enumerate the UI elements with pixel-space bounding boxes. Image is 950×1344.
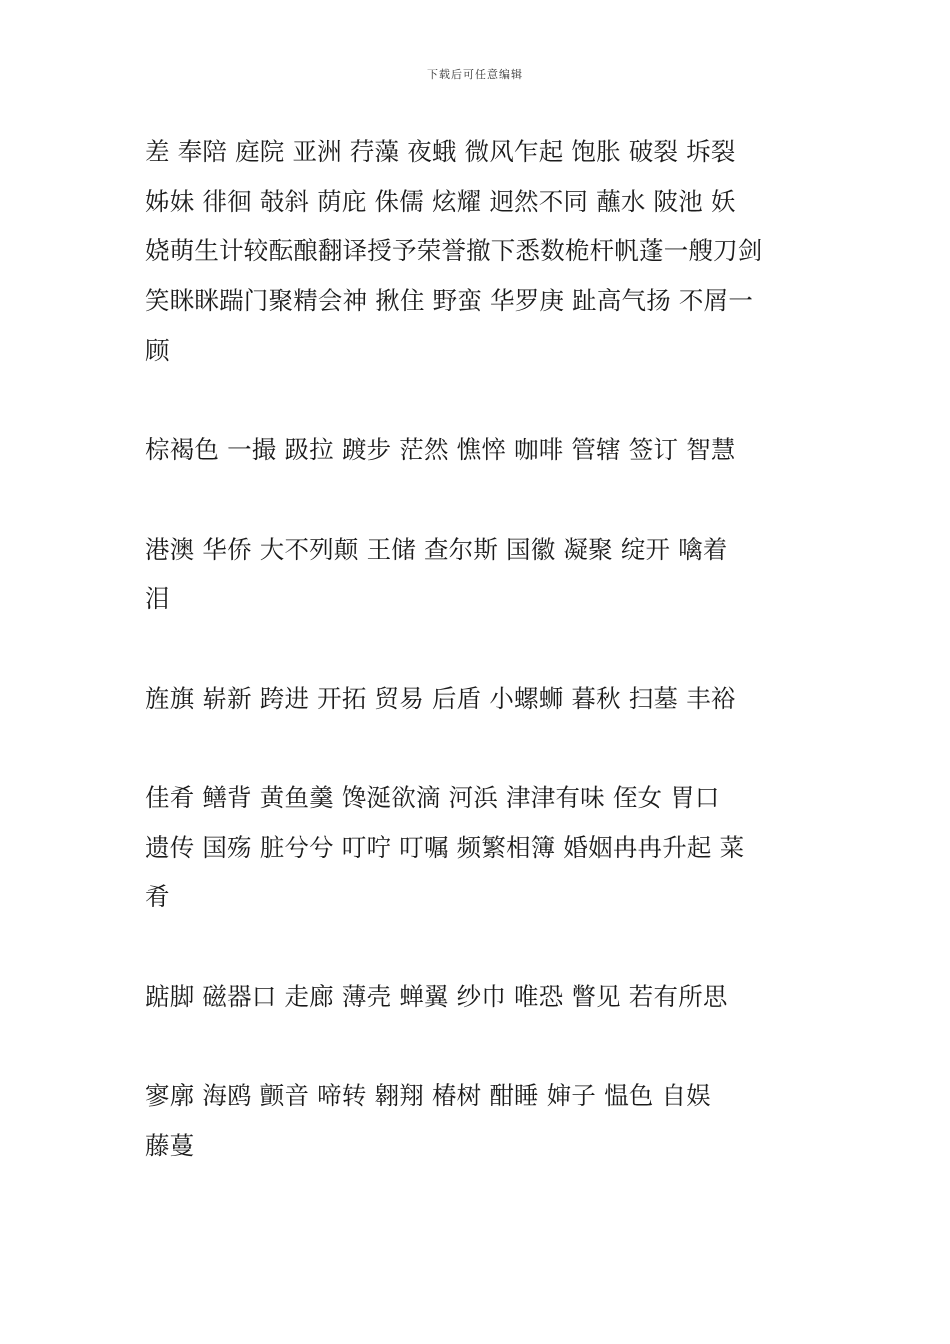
- vocab-paragraph-3: [145, 525, 810, 624]
- text-line: 港澳 华侨 大不列颠 王储 查尔斯 国徽 凝聚 绽开 噙着: [145, 534, 728, 564]
- text-line: 棕褐色 一撮 趿拉 踱步 茫然 憔悴 咖啡 管辖 签订 智慧: [145, 435, 736, 465]
- vocab-paragraph-2: [145, 425, 810, 475]
- text-line: 藤蔓: [145, 1130, 195, 1160]
- text-line: 踮脚 磁器口 走廊 薄壳 蝉翼 纱巾 唯恐 瞥见 若有所思: [145, 981, 728, 1011]
- text-line: 寥廓 海鸥 颤音 啼转 翱翔 椿树 酣睡 婶子 愠色 自娱: [145, 1081, 711, 1111]
- text-line: 姊妹 徘徊 攲斜 荫庇 侏儒 炫耀 迥然不同 蘸水 陂池 妖: [145, 186, 736, 216]
- text-line: 遗传 国殇 脏兮兮 叮咛 叮嘱 频繁相簿 婚姻冉冉升起 菜: [145, 832, 745, 862]
- page-header: 下载后可任意编辑: [427, 68, 523, 81]
- text-line: 娆萌生计较酝酿翻译授予荣誉撤下悉数桅杆帆蓬一艘刀剑: [145, 236, 763, 266]
- text-line: 顾: [145, 335, 170, 365]
- text-line: 差 奉陪 庭院 亚洲 荇藻 夜蛾 微风乍起 饱胀 破裂 坼裂: [145, 137, 736, 166]
- vocab-paragraph-6: [145, 972, 810, 1022]
- vocab-paragraph-5: [145, 773, 810, 922]
- text-line: 笑眯眯踹门聚精会神 揪住 野蛮 华罗庚 趾高气扬 不屑一: [145, 286, 754, 316]
- vocab-paragraph-1: [145, 127, 810, 376]
- text-line: 泪: [145, 584, 170, 614]
- vocabulary-list: [145, 127, 810, 1220]
- vocab-paragraph-7: [145, 1071, 810, 1170]
- text-line: 佳肴 鳝背 黄鱼羹 馋涎欲滴 河浜 津津有味 侄女 胃口: [145, 783, 720, 813]
- text-line: 旌旗 崭新 跨进 开拓 贸易 后盾 小螺蛳 暮秋 扫墓 丰裕: [145, 683, 736, 713]
- text-line: 肴: [145, 882, 170, 912]
- vocab-paragraph-4: [145, 674, 810, 724]
